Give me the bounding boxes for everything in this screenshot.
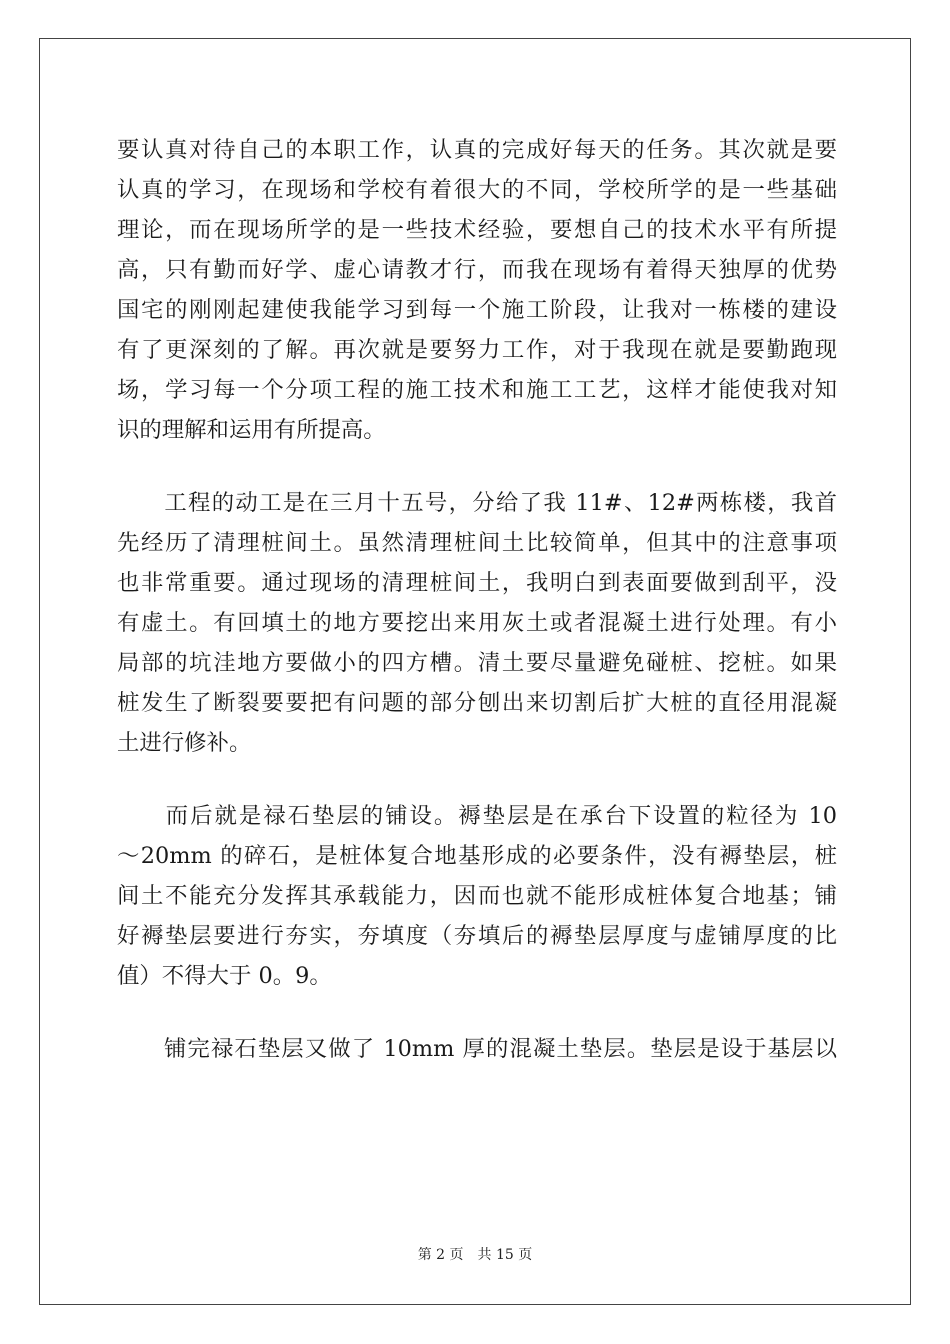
paragraph-2 — [117, 483, 837, 763]
text-line: ～20mm 的碎石，是桩体复合地基形成的必要条件，没有褥垫层，桩 — [117, 843, 837, 869]
text-line: 有虚土。有回填土的地方要挖出来用灰土或者混凝土进行处理。有小 — [117, 610, 837, 636]
paragraph-1 — [117, 130, 837, 450]
document-body — [117, 130, 837, 1069]
paragraph-4 — [117, 1029, 837, 1069]
text-line: 高，只有勤而好学、虚心请教才行，而我在现场有着得天独厚的优势 — [117, 257, 837, 283]
text-line: 值）不得大于 0。9。 — [117, 963, 332, 989]
text-line: 先经历了清理桩间土。虽然清理桩间土比较简单，但其中的注意事项 — [117, 530, 837, 556]
page-number-footer: 第 2 页 共 15 页 — [417, 1247, 533, 1263]
text-line: 间土不能充分发挥其承载能力，因而也就不能形成桩体复合地基；铺 — [117, 883, 837, 909]
text-line: 理论，而在现场所学的是一些技术经验，要想自己的技术水平有所提 — [117, 217, 837, 243]
text-line: 工程的动工是在三月十五号，分给了我 11#、12#两栋楼，我首 — [117, 490, 837, 516]
text-line: 桩发生了断裂要要把有问题的部分刨出来切割后扩大桩的直径用混凝 — [117, 690, 837, 716]
text-line: 铺完禄石垫层又做了 10mm 厚的混凝土垫层。垫层是设于基层以 — [117, 1036, 837, 1062]
text-line: 要认真对待自己的本职工作，认真的完成好每天的任务。其次就是要 — [117, 137, 837, 163]
text-line: 而后就是禄石垫层的铺设。褥垫层是在承台下设置的粒径为 10 — [117, 803, 837, 829]
text-line: 土进行修补。 — [117, 730, 252, 756]
text-line: 认真的学习，在现场和学校有着很大的不同，学校所学的是一些基础 — [117, 177, 837, 203]
text-line: 好褥垫层要进行夯实，夯填度（夯填后的褥垫层厚度与虚铺厚度的比 — [117, 923, 837, 949]
text-line: 场，学习每一个分项工程的施工技术和施工工艺，这样才能使我对知 — [117, 377, 837, 403]
text-line: 识的理解和运用有所提高。 — [117, 417, 386, 443]
text-line: 有了更深刻的了解。再次就是要努力工作，对于我现在就是要勤跑现 — [117, 337, 837, 363]
text-line: 国宅的刚刚起建使我能学习到每一个施工阶段，让我对一栋楼的建设 — [117, 297, 837, 323]
text-line: 局部的坑洼地方要做小的四方槽。清土要尽量避免碰桩、挖桩。如果 — [117, 650, 837, 676]
paragraph-3 — [117, 796, 837, 996]
text-line: 也非常重要。通过现场的清理桩间土，我明白到表面要做到刮平，没 — [117, 570, 837, 596]
